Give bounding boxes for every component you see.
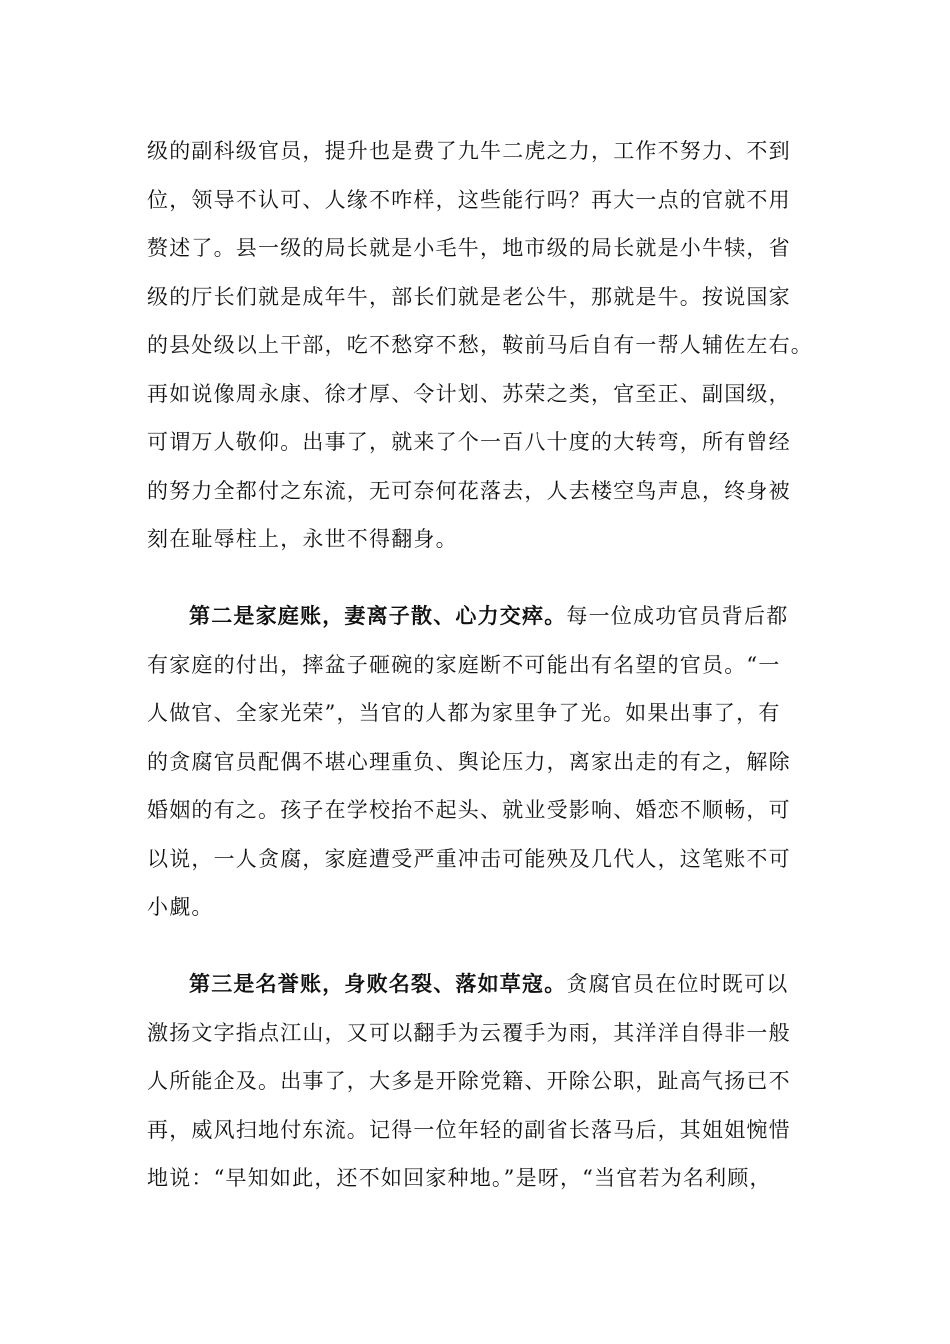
paragraph-line: 位，领导不认可、人缘不咋样，这些能行吗？再大一点的官就不用 (147, 188, 791, 212)
paragraph-line: 级的厅长们就是成年牛，部长们就是老公牛，那就是牛。按说国家 (147, 285, 791, 309)
paragraph-first-line (189, 601, 803, 631)
paragraph-line: 赘述了。县一级的局长就是小毛牛，地市级的局长就是小牛犊，省 (147, 236, 791, 260)
paragraph-heading: 第三是名誉账，身败名裂、落如草寇。 (189, 971, 567, 996)
paragraph-line: 再，威风扫地付东流。记得一位年轻的副省长落马后，其姐姐惋惜 (147, 1118, 791, 1142)
paragraph-line: 的贪腐官员配偶不堪心理重负、舆论压力，离家出走的有之，解除 (147, 750, 791, 774)
paragraph-line: 人所能企及。出事了，大多是开除党籍、开除公职，趾高气扬已不 (147, 1069, 791, 1093)
paragraph-line: 再如说像周永康、徐才厚、令计划、苏荣之类，官至正、副国级， (147, 382, 791, 406)
paragraph-line: 小觑。 (147, 895, 214, 919)
paragraph-line: 刻在耻辱柱上，永世不得翻身。 (147, 527, 458, 551)
paragraph-text: 每一位成功官员背后都 (566, 604, 789, 628)
paragraph-line: 的努力全都付之东流，无可奈何花落去，人去楼空鸟声息，终身被 (147, 479, 791, 503)
paragraph-text: 贪腐官员在位时既可以 (566, 972, 789, 996)
paragraph-line: 人做官、全家光荣”，当官的人都为家里争了光。如果出事了，有 (147, 701, 781, 725)
paragraph-line: 婚姻的有之。孩子在学校抬不起头、就业受影响、婚恋不顺畅，可 (147, 798, 791, 822)
paragraph-line: 地说：“早知如此，还不如回家种地。”是呀，“当官若为名利顾， (147, 1166, 772, 1190)
paragraph-line: 的县处级以上干部，吃不愁穿不愁，鞍前马后自有一帮人辅佐左右。 (147, 333, 813, 357)
paragraph-heading: 第二是家庭账，妻离子散、心力交瘁。 (189, 603, 567, 628)
paragraph-line: 以说，一人贪腐，家庭遭受严重冲击可能殃及几代人，这笔账不可 (147, 847, 791, 871)
paragraph-line: 有家庭的付出，摔盆子砸碗的家庭断不可能出有名望的官员。“一 (147, 653, 781, 677)
paragraph-first-line (189, 969, 803, 999)
paragraph-line: 激扬文字指点江山，又可以翻手为云覆手为雨，其洋洋自得非一般 (147, 1021, 791, 1045)
paragraph-line: 可谓万人敬仰。出事了，就来了个一百八十度的大转弯，所有曾经 (147, 430, 791, 454)
paragraph-line: 级的副科级官员，提升也是费了九牛二虎之力，工作不努力、不到 (147, 139, 791, 163)
